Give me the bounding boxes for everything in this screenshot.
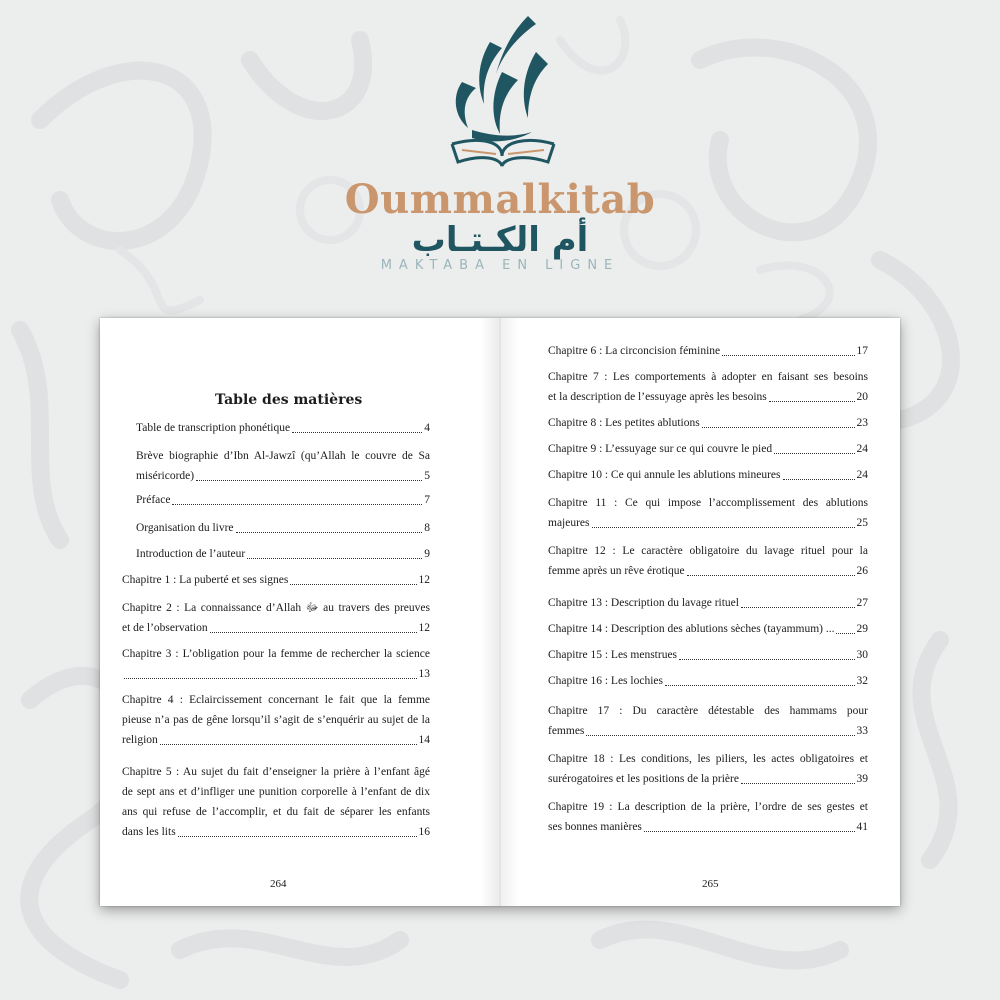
book-spread	[100, 318, 900, 906]
page-number-left: 264	[270, 878, 287, 890]
toc-entry	[136, 446, 430, 486]
toc-entry	[548, 671, 868, 691]
toc-entry-page: 17	[856, 345, 868, 357]
toc-entry-text: Préface	[136, 494, 171, 506]
brand-tagline: MAKTABA EN LIGNE	[380, 258, 620, 273]
dot-leader	[679, 658, 854, 660]
toc-entry	[548, 465, 868, 485]
toc-entry-text: et la description de l’essuyage après les besoins	[548, 391, 767, 403]
toc-entry-text: ans qui refuse de l’accomplir, et du fait de séparer les enfants	[122, 806, 430, 818]
toc-entry-text: pieuse n’a pas de gêne lorsqu’il s’agit de s’enquérir au sujet de la	[122, 714, 430, 726]
toc-entry-text: miséricorde)	[136, 470, 195, 482]
toc-entry-page: 32	[856, 675, 868, 687]
toc-entry-text: religion	[122, 734, 158, 746]
toc-title: Table des matières	[215, 392, 363, 408]
dot-leader	[210, 631, 417, 633]
toc-entry-text: Chapitre 9 : L’essuyage sur ce qui couvre le pied	[548, 443, 773, 455]
toc-entry	[548, 701, 868, 741]
dot-leader	[196, 479, 422, 481]
toc-entry-text: Chapitre 2 : La connaissance d’Allah ﷻ au travers des preuves	[122, 602, 430, 614]
toc-entry-text: femme après un rêve érotique	[548, 565, 685, 577]
toc-entry-text: Brève biographie d’Ibn Al-Jawzî (qu’Allah le couvre de Sa	[136, 450, 430, 462]
dot-leader	[178, 835, 417, 837]
toc-entry-text: Chapitre 15 : Les menstrues	[548, 649, 678, 661]
toc-entry-text: Chapitre 5 : Au sujet du fait d’enseigner la prière à l’enfant âgé	[122, 766, 430, 778]
toc-entry	[548, 413, 868, 433]
toc-entry-page: 7	[424, 494, 430, 506]
right-page	[500, 318, 900, 906]
toc-entry	[548, 541, 868, 581]
toc-entry-page: 41	[856, 821, 868, 833]
brand-name-arabic: أم الكـتـاب	[411, 220, 589, 260]
toc-entry-page: 14	[418, 734, 430, 746]
toc-entry-page: 33	[856, 725, 868, 737]
dot-leader	[586, 734, 854, 736]
toc-entry-text: Chapitre 17 : Du caractère détestable des hammams pour	[548, 705, 868, 717]
toc-entry-text: Chapitre 8 : Les petites ablutions	[548, 417, 700, 429]
dot-leader	[741, 606, 855, 608]
toc-entry-text: Table de transcription phonétique	[136, 422, 291, 434]
toc-entry-text: Chapitre 10 : Ce qui annule les ablutions mineures	[548, 469, 781, 481]
toc-entry-text: dans les lits	[122, 826, 176, 838]
toc-entry	[548, 797, 868, 837]
toc-entry	[122, 690, 430, 750]
dot-leader	[247, 557, 422, 559]
toc-entry-text: de sept ans et d’infliger une punition corporelle à l’enfant de dix	[122, 786, 430, 798]
toc-entry-text: Chapitre 1 : La puberté et ses signes	[122, 574, 289, 586]
dot-leader	[722, 354, 854, 356]
toc-entry	[136, 518, 430, 538]
toc-entry-page: 24	[856, 443, 868, 455]
dot-leader	[702, 426, 855, 428]
toc-entry-page: 9	[424, 548, 430, 560]
toc-entry-text: Chapitre 7 : Les comportements à adopter en faisant ses besoins	[548, 371, 868, 383]
toc-entry-page: 16	[418, 826, 430, 838]
toc-entry	[548, 367, 868, 407]
toc-entry-page: 8	[424, 522, 430, 534]
toc-entry-page: 30	[856, 649, 868, 661]
toc-entry	[122, 762, 430, 842]
dot-leader	[292, 431, 422, 433]
toc-entry-page: 13	[418, 668, 430, 680]
toc-entry-text: Chapitre 18 : Les conditions, les piliers, les actes obligatoires et	[548, 753, 868, 765]
toc-entry-text: Chapitre 14 : Description des ablutions sèches (tayammum) ...	[548, 623, 835, 635]
toc-entry-text: Chapitre 19 : La description de la prière, l’ordre de ses gestes et	[548, 801, 868, 813]
toc-entry	[122, 598, 430, 638]
toc-entry	[548, 619, 868, 639]
toc-entry	[548, 439, 868, 459]
toc-entry-page: 23	[856, 417, 868, 429]
toc-entry-page: 25	[856, 517, 868, 529]
toc-entry-page: 4	[424, 422, 430, 434]
dot-leader	[687, 574, 855, 576]
toc-entry-page: 39	[856, 773, 868, 785]
toc-entry-page: 20	[856, 391, 868, 403]
toc-entry-page: 26	[856, 565, 868, 577]
page-number-right: 265	[702, 878, 719, 890]
toc-entry	[122, 570, 430, 590]
dot-leader	[769, 400, 855, 402]
dot-leader	[592, 526, 855, 528]
toc-entry-page: 5	[424, 470, 430, 482]
toc-entry-page: 29	[856, 623, 868, 635]
toc-entry-text: surérogatoires et les positions de la prière	[548, 773, 739, 785]
toc-entry-text: Introduction de l’auteur	[136, 548, 246, 560]
toc-entry-page: 27	[856, 597, 868, 609]
toc-entry	[136, 544, 430, 564]
dot-leader	[160, 743, 417, 745]
toc-entry	[548, 493, 868, 533]
toc-entry-page: 24	[856, 469, 868, 481]
toc-entry-text: majeures	[548, 517, 590, 529]
toc-entry-text: Chapitre 12 : Le caractère obligatoire du lavage rituel pour la	[548, 545, 868, 557]
toc-entry	[548, 645, 868, 665]
dot-leader	[783, 478, 855, 480]
dot-leader	[665, 684, 855, 686]
toc-entry	[136, 490, 430, 510]
toc-entry	[122, 644, 430, 684]
toc-entry-text: et de l’observation	[122, 622, 208, 634]
toc-entry-page: 12	[418, 622, 430, 634]
dot-leader	[172, 503, 422, 505]
dot-leader	[236, 531, 423, 533]
toc-entry-text: Chapitre 4 : Eclaircissement concernant le fait que la femme	[122, 694, 430, 706]
toc-entry-text: femmes	[548, 725, 585, 737]
dot-leader	[836, 632, 854, 634]
toc-entry-text: Chapitre 11 : Ce qui impose l’accomplissement des ablutions	[548, 497, 868, 509]
toc-entry-text: Organisation du livre	[136, 522, 234, 534]
toc-entry-page: 12	[418, 574, 430, 586]
toc-entry	[548, 593, 868, 613]
toc-entry-text: Chapitre 3 : L’obligation pour la femme de rechercher la science	[122, 648, 430, 660]
feather-book-logo	[432, 12, 572, 172]
dot-leader	[644, 830, 855, 832]
dot-leader	[290, 583, 416, 585]
dot-leader	[741, 782, 855, 784]
toc-entry-text: Chapitre 6 : La circoncision féminine	[548, 345, 721, 357]
toc-entry-text: Chapitre 16 : Les lochies	[548, 675, 663, 687]
toc-entry-text: ses bonnes manières	[548, 821, 642, 833]
toc-entry	[548, 341, 868, 361]
toc-entry	[136, 418, 430, 438]
left-page	[100, 318, 500, 906]
dot-leader	[124, 677, 417, 679]
brand-name-latin: Oummalkitab	[344, 176, 656, 223]
toc-entry	[548, 749, 868, 789]
dot-leader	[774, 452, 854, 454]
toc-entry-text: Chapitre 13 : Description du lavage rituel	[548, 597, 739, 609]
